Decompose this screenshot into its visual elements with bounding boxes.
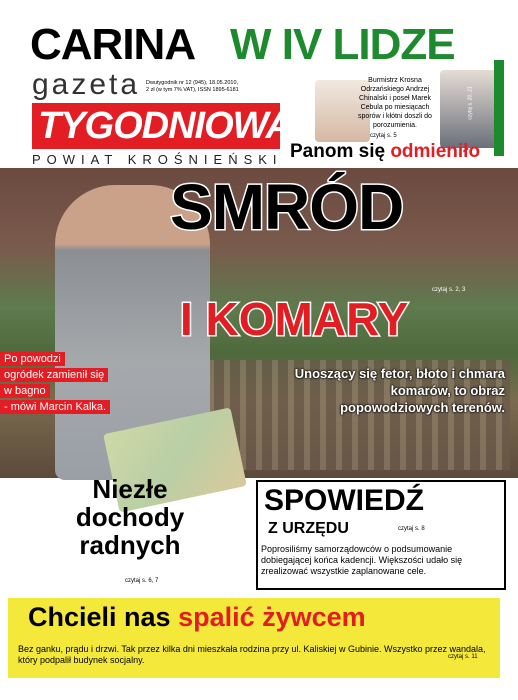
masthead-gazeta: gazeta bbox=[32, 68, 141, 101]
story-right-box bbox=[256, 480, 506, 590]
vertical-read: czytaj s. 20, 21 bbox=[467, 86, 474, 120]
teaser-head-black: Panom się bbox=[290, 141, 391, 162]
quote-line: w bagno bbox=[0, 384, 50, 398]
top-headline bbox=[0, 0, 518, 70]
band-head-red: spalić żywcem bbox=[178, 602, 366, 632]
quote-line: ogródek zamienił się bbox=[0, 368, 108, 382]
quote-box bbox=[0, 352, 150, 416]
teaser-top-read: czytaj s. 5 bbox=[370, 133, 397, 139]
teaser-top-text: Burmistrz Krosna Odrzańskiego Andrzej Chinalski i poseł Marek Cebula po miesiącach sporów i kłótni doszli do porozumienia. bbox=[358, 77, 432, 129]
story-left-title bbox=[30, 475, 230, 559]
story-right-subtitle: Z URZĘDU bbox=[268, 520, 349, 537]
main-headline: SMRÓD bbox=[170, 171, 404, 243]
story-left-line: Niezłe bbox=[92, 474, 168, 504]
top-headline-part1: CARINA bbox=[30, 20, 196, 69]
bottom-band bbox=[8, 598, 500, 678]
story-left-line: dochody bbox=[75, 502, 185, 532]
story-left-line: radnych bbox=[79, 530, 181, 560]
main-caption: Unoszący się fetor, błoto i chmara komarów, to obraz popowodziowych terenów. bbox=[294, 366, 505, 415]
issue-line-1: Dwutygodnik nr 12 (945), 18.05.2010, bbox=[146, 80, 239, 86]
issue-line-2: 2 zł (w tym 7% VAT), ISSN 1895-6181 bbox=[146, 87, 239, 93]
story-right-read: czytaj s. 8 bbox=[398, 526, 425, 532]
teaser-head-red: odmieniło bbox=[390, 141, 481, 162]
quote-line: Po powodzi bbox=[0, 352, 65, 366]
story-left-read: czytaj s. 6, 7 bbox=[125, 578, 159, 584]
story-right-title: SPOWIEDŹ bbox=[264, 484, 425, 517]
issue-info bbox=[146, 80, 296, 94]
masthead-region: POWIAT KROŚNIEŃSKI bbox=[32, 152, 283, 167]
masthead-title: TYGODNIOWA bbox=[38, 105, 292, 147]
quote-line: - mówi Marcin Kalka. bbox=[0, 400, 110, 414]
masthead-logo bbox=[32, 103, 292, 149]
story-right-text: Poprosiliśmy samorządowców o podsumowanie dobiegającej końca kadencji. Większości udało się zrealizować wszystkie zaplanowane cele. bbox=[261, 544, 463, 576]
top-headline-part2: W IV LIDZE bbox=[230, 20, 455, 69]
band-headline bbox=[28, 602, 366, 633]
band-read: czytaj s. 11 bbox=[448, 654, 478, 660]
band-head-black: Chcieli nas bbox=[28, 602, 179, 632]
band-text: Bez ganku, prądu i drzwi. Tak przez kilka dni mieszkała rodzina przy ul. Kaliskiej w Gubinie. Wszystko przez wandala, który podpalił budynek socjalny. bbox=[18, 644, 486, 665]
teaser-top-headline bbox=[290, 141, 480, 163]
vertical-strip bbox=[467, 60, 504, 156]
main-subhead: I KOMARY bbox=[180, 293, 409, 345]
main-read: czytaj s. 2, 3 bbox=[432, 287, 466, 293]
